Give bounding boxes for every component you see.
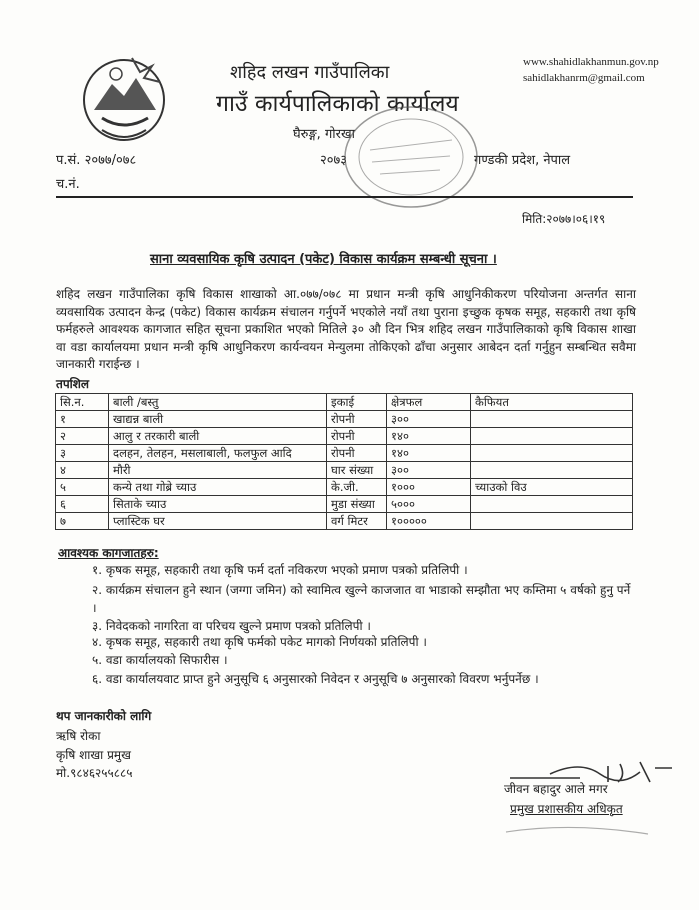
cell-remarks <box>471 496 633 513</box>
cell-area: ३०० <box>387 411 471 428</box>
table-row <box>56 513 633 530</box>
cell-remarks <box>471 428 633 445</box>
cell-area: १००० <box>387 479 471 496</box>
cell-remarks: च्याउको विउ <box>471 479 633 496</box>
cell-unit: मुडा संख्या <box>327 496 387 513</box>
cell-unit: रोपनी <box>327 445 387 462</box>
header-divider <box>56 196 633 198</box>
province: गण्डकी प्रदेश, नेपाल <box>474 153 571 168</box>
reference-number: प.सं. २०७७/०७८ <box>56 153 137 168</box>
cell-sn: ५ <box>56 479 109 496</box>
cell-sn: ३ <box>56 445 109 462</box>
signatory-title: प्रमुख प्रशासकीय अधिकृत <box>510 802 623 816</box>
contact-heading: थप जानकारीको लागि <box>56 709 152 723</box>
requirement-item: ४. कृषक समूह, सहकारी तथा कृषि फर्मको पकेट मागको निर्णयको प्रतिलिपी । <box>92 635 427 649</box>
table-row <box>56 411 633 428</box>
cell-area: १४० <box>387 445 471 462</box>
header-unit: इकाई <box>327 394 387 411</box>
office-title: गाउँ कार्यपालिकाको कार्यालय <box>216 91 459 117</box>
cell-remarks <box>471 411 633 428</box>
requirement-item: २. कार्यक्रम संचालन हुने स्थान (जग्गा जमिन) को स्वामित्व खुल्ने काजजात वा भाडाको सम्झौता भए कम्तिमा ५ वर्षको हुनु पर्ने । <box>92 583 631 615</box>
requirements-heading: आवश्यक कागजातहरु: <box>58 546 159 560</box>
notice-heading: साना व्यवसायिक कृषि उत्पादन (पकेट) विकास कार्यक्रम सम्बन्धी सूचना । <box>150 252 497 267</box>
cell-sn: १ <box>56 411 109 428</box>
table-row <box>56 445 633 462</box>
cell-remarks <box>471 513 633 530</box>
requirement-item: १. कृषक समूह, सहकारी तथा कृषि फर्म दर्ता नविकरण भएको प्रमाण पत्रको प्रतिलिपी । <box>92 563 468 577</box>
table-row <box>56 462 633 479</box>
header-remarks: कैफियत <box>471 394 633 411</box>
contact-phone: मो.९८४६२५५८८५ <box>56 766 133 780</box>
cell-area: ३०० <box>387 462 471 479</box>
established-year: २०७३ <box>320 153 348 168</box>
cell-sn: ६ <box>56 496 109 513</box>
requirement-item: ५. वडा कार्यालयको सिफारीस । <box>92 653 228 667</box>
table-row <box>56 428 633 445</box>
table-row <box>56 496 633 513</box>
cell-area: १००००० <box>387 513 471 530</box>
cell-remarks <box>471 445 633 462</box>
cell-crop: प्लास्टिक घर <box>109 513 327 530</box>
requirement-item: ६. वडा कार्यालयवाट प्राप्त हुने अनुसूचि ६ अनुसारको निवेदन र अनुसूचि ७ अनुसारको विवरण भर्नुपर्नेछ । <box>92 672 539 686</box>
header-sn: सि.न. <box>56 394 109 411</box>
header-crop: बाली /बस्तु <box>109 394 327 411</box>
table-row <box>56 479 633 496</box>
signatory-name: जीवन बहादुर आले मगर <box>504 782 608 796</box>
cell-sn: ४ <box>56 462 109 479</box>
cell-crop: मौरी <box>109 462 327 479</box>
cell-crop: दलहन, तेलहन, मसलाबाली, फलफुल आदि <box>109 445 327 462</box>
table-header-row <box>56 394 633 411</box>
cell-unit: वर्ग मिटर <box>327 513 387 530</box>
contact-name: ऋषि रोका <box>56 729 101 743</box>
cell-crop: आलु र तरकारी बाली <box>109 428 327 445</box>
cell-unit: रोपनी <box>327 428 387 445</box>
table-title: तपशिल <box>56 377 90 391</box>
cell-area: ५००० <box>387 496 471 513</box>
crop-table <box>55 393 633 530</box>
email: sahidlakhanrm@gmail.com <box>523 72 645 84</box>
cell-crop: सिताके च्याउ <box>109 496 327 513</box>
nepal-emblem-icon <box>72 48 176 148</box>
office-address: घैरुङ्ग, गोरखा <box>293 127 355 142</box>
office-name: शहिद लखन गाउँपालिका <box>230 62 390 83</box>
signatory-stamp-icon <box>502 816 652 838</box>
website: www.shahidlakhanmun.gov.np <box>523 56 659 68</box>
notice-date: मिति:२०७७।०६।१९ <box>522 212 606 226</box>
requirement-item: ३. निवेदकको नागरिता वा परिचय खुल्ने प्रमाण पत्रको प्रतिलिपी । <box>92 619 371 633</box>
contact-position: कृषि शाखा प्रमुख <box>56 748 131 762</box>
cell-unit: घार संख्या <box>327 462 387 479</box>
header-area: क्षेत्रफल <box>387 394 471 411</box>
cell-crop: कन्ये तथा गोब्रे च्याउ <box>109 479 327 496</box>
dispatch-number: च.नं. <box>56 177 80 192</box>
cell-unit: रोपनी <box>327 411 387 428</box>
cell-sn: ७ <box>56 513 109 530</box>
cell-area: १४० <box>387 428 471 445</box>
cell-unit: के.जी. <box>327 479 387 496</box>
cell-crop: खाद्यन्न बाली <box>109 411 327 428</box>
cell-sn: २ <box>56 428 109 445</box>
cell-remarks <box>471 462 633 479</box>
notice-body: शहिद लखन गाउँपालिका कृषि विकास शाखाको आ.०७७/०७८ मा प्रधान मन्त्री कृषि आधुनिकीकरण परियोजना अन्तर्गत साना व्यवसायिक उत्पादन केन्द्र (पकेट) विकास कार्यक्रम संचालन गर्नुपर्ने भएकोले नयाँ तथा पुराना इच्छुक कृषक समूह, सहकारी तथा कृषि फर्महरुले आवश्यक कागजात सहित सूचना प्रकाशित भएको मितिले ३० औ दिन भित्र शहिद लखन गाउँपालिकाको कृषि विकास शाखा वा वडा कार्यालयमा प्रधान मन्त्री कृषि आधुनिकरण कार्यन्वयन मेन्युलमा तोकिएको ढाँचा अनुसार आबेदन दर्ता गर्नुहुन सम्बन्धित सवैमा जानकारी गराईन्छ । <box>56 287 636 371</box>
